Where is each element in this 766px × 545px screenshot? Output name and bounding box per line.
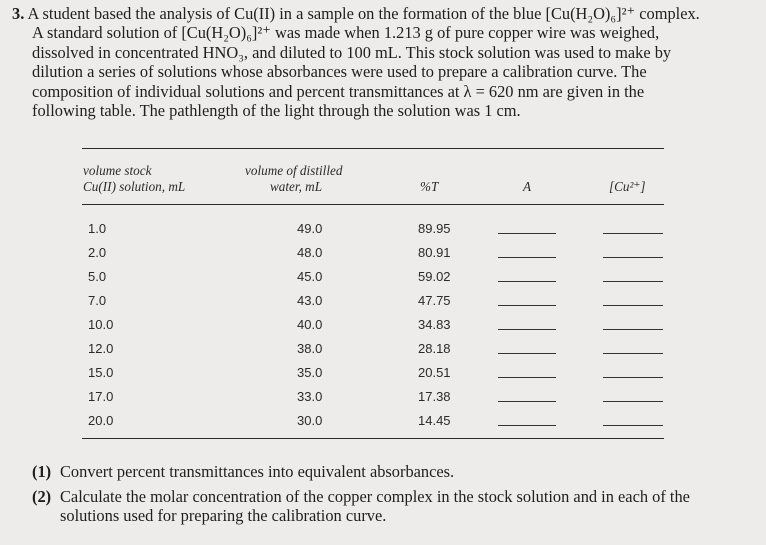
problem-line-4: dilution a series of solutions whose absorbances were used to prepare a calibration curve. The	[32, 62, 647, 82]
row2-water-volume: 48.0	[297, 245, 323, 260]
row4-absorbance-blank[interactable]	[498, 305, 556, 306]
row1-percent-t: 89.95	[418, 221, 451, 236]
row4-stock-volume: 7.0	[88, 293, 107, 308]
row2-absorbance-blank[interactable]	[498, 257, 556, 258]
problem-line-1: 3. A student based the analysis of Cu(II) in a sample on the formation of the blue [Cu(H₂O)₆]²⁺ complex.	[12, 4, 700, 23]
row6-percent-t: 28.18	[418, 341, 451, 356]
row3-stock-volume: 5.0	[88, 269, 107, 284]
row1-concentration-blank[interactable]	[603, 233, 663, 234]
row9-percent-t: 14.45	[418, 413, 451, 428]
row7-water-volume: 35.0	[297, 365, 323, 380]
header-stock-volume-line1: volume stock	[83, 163, 152, 178]
row1-absorbance-blank[interactable]	[498, 233, 556, 234]
header-absorbance: A	[523, 179, 532, 194]
question-1-label: (1)	[32, 462, 52, 481]
row3-absorbance-blank[interactable]	[498, 281, 556, 282]
row6-water-volume: 38.0	[297, 341, 323, 356]
row7-percent-t: 20.51	[418, 365, 451, 380]
row8-water-volume: 33.0	[297, 389, 323, 404]
row9-concentration-blank[interactable]	[603, 425, 663, 426]
header-water-volume-line2: water, mL	[270, 179, 323, 194]
row3-water-volume: 45.0	[297, 269, 323, 284]
problem-number: 3.	[12, 4, 25, 23]
row3-concentration-blank[interactable]	[603, 281, 663, 282]
problem-statement	[12, 4, 752, 120]
question-2-label: (2)	[32, 487, 52, 506]
header-percent-transmittance: %T	[420, 179, 439, 194]
row8-stock-volume: 17.0	[88, 389, 114, 404]
table-bottom-rule	[82, 438, 664, 439]
problem-line-5: composition of individual solutions and percent transmittances at λ = 620 nm are given in the	[32, 81, 645, 101]
row2-concentration-blank[interactable]	[603, 257, 663, 258]
question-1-text: Convert percent transmittances into equivalent absorbances.	[60, 462, 455, 481]
header-water-volume-line1: volume of distilled	[245, 163, 343, 178]
row5-concentration-blank[interactable]	[603, 329, 663, 330]
row4-water-volume: 43.0	[297, 293, 323, 308]
table-header-rule	[82, 204, 664, 205]
problem-line-3: dissolved in concentrated HNO₃, and diluted to 100 mL. This stock solution was used to make by	[32, 42, 672, 62]
row4-concentration-blank[interactable]	[603, 305, 663, 306]
table-top-rule	[82, 148, 664, 149]
row1-stock-volume: 1.0	[88, 221, 107, 236]
question-2-text-line2: solutions used for preparing the calibration curve.	[60, 506, 387, 526]
header-copper-concentration: [Cu²⁺]	[609, 179, 646, 194]
row7-concentration-blank[interactable]	[603, 377, 663, 378]
row2-percent-t: 80.91	[418, 245, 451, 260]
row8-percent-t: 17.38	[418, 389, 451, 404]
row1-water-volume: 49.0	[297, 221, 323, 236]
row5-stock-volume: 10.0	[88, 317, 114, 332]
row5-water-volume: 40.0	[297, 317, 323, 332]
question-1	[32, 462, 454, 481]
row2-stock-volume: 2.0	[88, 245, 107, 260]
row8-concentration-blank[interactable]	[603, 401, 663, 402]
row5-absorbance-blank[interactable]	[498, 329, 556, 330]
problem-line-2: A standard solution of [Cu(H₂O)₆]²⁺ was made when 1.213 g of pure copper wire was weighed,	[32, 23, 660, 43]
row7-stock-volume: 15.0	[88, 365, 114, 380]
question-2-text-line1: Calculate the molar concentration of the copper complex in the stock solution and in each of the	[60, 487, 690, 506]
header-stock-volume-line2: Cu(II) solution, mL	[83, 179, 186, 194]
row9-water-volume: 30.0	[297, 413, 323, 428]
row3-percent-t: 59.02	[418, 269, 451, 284]
problem-line-6: following table. The pathlength of the light through the solution was 1 cm.	[32, 101, 521, 121]
row8-absorbance-blank[interactable]	[498, 401, 556, 402]
row6-concentration-blank[interactable]	[603, 353, 663, 354]
row4-percent-t: 47.75	[418, 293, 451, 308]
row6-absorbance-blank[interactable]	[498, 353, 556, 354]
row9-absorbance-blank[interactable]	[498, 425, 556, 426]
row6-stock-volume: 12.0	[88, 341, 114, 356]
row9-stock-volume: 20.0	[88, 413, 114, 428]
question-2	[32, 487, 690, 526]
row5-percent-t: 34.83	[418, 317, 451, 332]
row7-absorbance-blank[interactable]	[498, 377, 556, 378]
